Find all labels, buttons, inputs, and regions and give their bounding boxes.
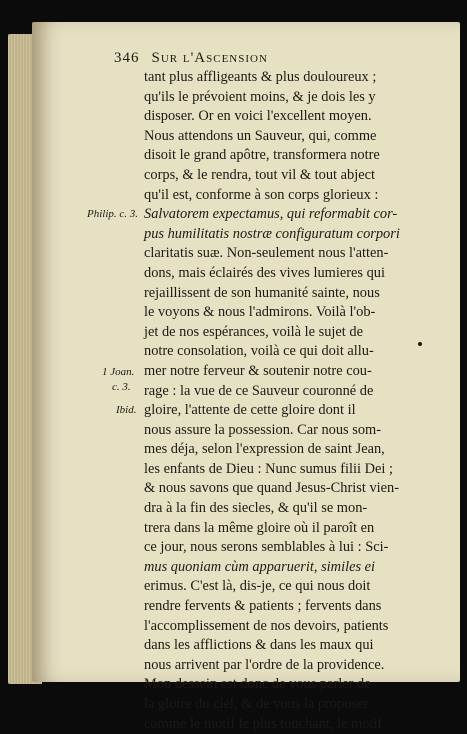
text-line: nous arrivent par l'ordre de la providence. xyxy=(144,656,385,673)
text-line: trera dans la même gloire où il paroît en xyxy=(144,519,375,536)
text-line: dans les afflictions & dans les maux qui xyxy=(144,637,374,654)
text-line: la gloire du ciel, & de vous la proposer xyxy=(144,696,369,712)
running-title: Sur l'Ascension xyxy=(151,50,268,66)
text-line: Nous attendons un Sauveur, qui, comme xyxy=(144,127,377,144)
margin-note-joan: 1 Joan. xyxy=(102,366,135,378)
text-line: qu'il est, conforme à son corps glorieux : xyxy=(144,186,379,203)
text-line: tant plus affligeants & plus douloureux ; xyxy=(144,69,377,85)
ink-spot xyxy=(418,342,422,346)
page-number: 346 xyxy=(114,50,140,66)
margin-note-ibid: Ibid. xyxy=(116,404,137,416)
text-line: Salvatorem expectamus, qui reformabit cor- xyxy=(144,206,398,223)
text-line: dra à la fin des siecles, & qu'il se mon- xyxy=(144,500,368,517)
text-line: l'accomplissement de nos devoirs, patients xyxy=(144,617,389,634)
text-line: mer notre ferveur & soutenir notre cou- xyxy=(144,362,372,379)
text-line: le voyons & nous l'admirons. Voilà l'ob- xyxy=(144,304,376,321)
text-line: comme le motif le plus touchant, le motif xyxy=(144,715,383,732)
text-line: mus quoniam cùm apparuerit, similes ei xyxy=(144,558,376,575)
margin-note-philip: Philip. c. 3. xyxy=(87,208,139,220)
text-line: pus humilitatis nostræ configuratum corpori xyxy=(144,225,400,242)
text-line: rage : la vue de ce Sauveur couronné de xyxy=(144,382,374,399)
running-header xyxy=(114,50,268,67)
text-line: notre consolation, voilà ce qui doit allu- xyxy=(144,343,374,360)
text-line: Mon dessein est donc de vous parler de xyxy=(144,676,371,693)
text-line: gloire, l'attente de cette gloire dont il xyxy=(144,402,356,419)
text-line: & nous savons que quand Jesus-Christ vien- xyxy=(144,480,400,497)
text-line: les enfants de Dieu : Nunc sumus filii Dei ; xyxy=(144,460,393,477)
text-line: qu'ils le prévoient moins, & je dois les y xyxy=(144,88,376,105)
text-line: erimus. C'est là, dis-je, ce qui nous doit xyxy=(144,578,371,595)
text-line: jet de nos espérances, voilà le sujet de xyxy=(144,323,363,340)
text-line: claritatis suæ. Non-seulement nous l'atten- xyxy=(144,245,389,262)
margin-note-joan-chapter: c. 3. xyxy=(112,381,131,393)
text-line: rendre fervents & patients ; fervents dans xyxy=(144,598,382,615)
body-text xyxy=(144,68,400,734)
text-line: mes déja, selon l'expression de saint Jean, xyxy=(144,441,385,458)
text-line: dons, mais éclairés des vives lumieres qui xyxy=(144,264,385,281)
text-line: nous assure la possession. Car nous som- xyxy=(144,421,382,438)
text-line: disoit le grand apôtre, transformera notre xyxy=(144,147,380,164)
text-line: ce jour, nous serons semblables à lui : Sci- xyxy=(144,539,389,556)
text-line: disposer. Or en voici l'excellent moyen. xyxy=(144,108,372,125)
text-line: rejaillissent de son humanité sainte, nous xyxy=(144,284,380,301)
text-line: corps, & le rendra, tout vil & tout abject xyxy=(144,166,375,183)
